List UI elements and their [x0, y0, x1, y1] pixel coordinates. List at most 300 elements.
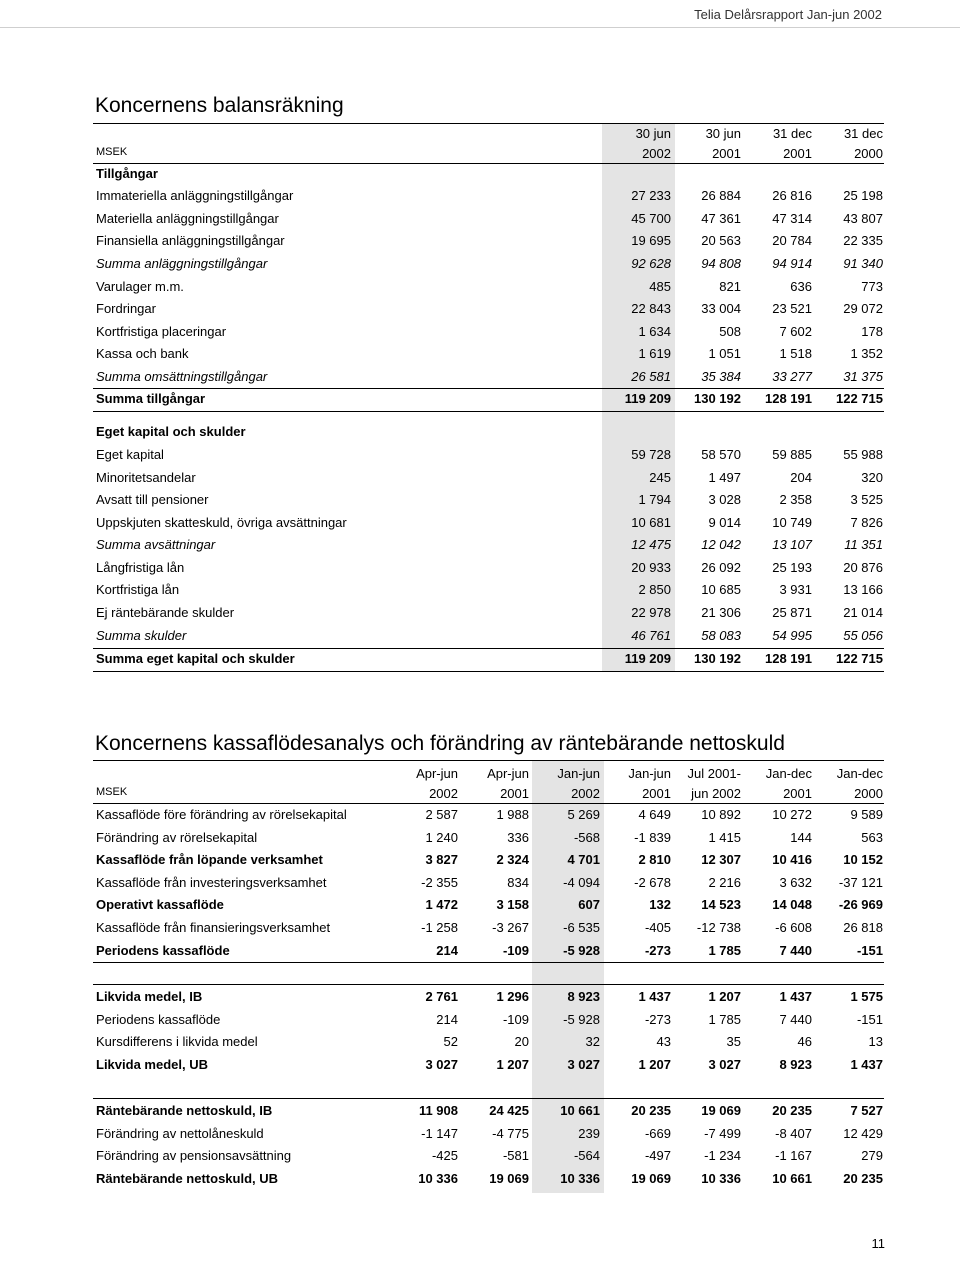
row-label: Periodens kassaflöde — [96, 943, 230, 958]
cell-value: -2 678 — [634, 875, 671, 890]
table-row — [93, 162, 886, 184]
cell-value: -12 738 — [696, 920, 741, 935]
cashflow-title-rule — [93, 760, 884, 761]
row-label: Kortfristiga lån — [96, 582, 180, 597]
cell-value: 1 497 — [708, 470, 741, 485]
cell-value: -26 969 — [838, 897, 883, 912]
cell-value: 9 589 — [850, 807, 883, 822]
column-header-line2: 2001 — [500, 786, 529, 801]
cell-value: 128 191 — [765, 391, 812, 406]
cell-value: 1 988 — [496, 807, 529, 822]
cell-value: -1 234 — [704, 1148, 741, 1163]
cell-value: 1 207 — [638, 1057, 671, 1072]
row-label: Avsatt till pensioner — [96, 492, 209, 507]
cell-value: 26 816 — [772, 188, 812, 203]
cell-value: 214 — [436, 943, 458, 958]
table-row — [93, 184, 886, 206]
column-header — [671, 124, 741, 164]
row-label: Kassaflöde från investeringsverksamhet — [96, 875, 327, 890]
cell-value: 23 521 — [772, 301, 812, 316]
cell-value: 22 335 — [843, 233, 883, 248]
cell-value: 13 107 — [772, 537, 812, 552]
table-row — [93, 578, 886, 600]
column-header-line2: 2001 — [642, 786, 671, 801]
cashflow-block1-bottom-rule — [93, 962, 884, 963]
cell-value: -581 — [502, 1148, 529, 1163]
cell-value: 1 296 — [496, 989, 529, 1004]
cell-value: 19 695 — [631, 233, 671, 248]
cell-value: 1 240 — [425, 830, 458, 845]
table-row — [93, 1030, 886, 1052]
cell-value: 55 056 — [843, 628, 883, 643]
table-row — [93, 916, 886, 938]
table-row — [93, 365, 886, 387]
cell-value: -1 147 — [421, 1126, 458, 1141]
table-row — [93, 252, 886, 274]
row-label: Förändring av pensionsavsättning — [96, 1148, 292, 1163]
column-header — [601, 764, 671, 804]
cell-value: 20 876 — [843, 560, 883, 575]
cell-value: 2 810 — [638, 852, 671, 867]
table-row — [93, 1053, 886, 1075]
row-label: Kassa och bank — [96, 346, 189, 361]
cell-value: 32 — [585, 1034, 600, 1049]
cell-value: 834 — [507, 875, 529, 890]
row-label: Summa skulder — [96, 628, 187, 643]
cell-value: 10 416 — [772, 852, 812, 867]
row-label: Summa tillgångar — [96, 391, 206, 406]
cell-value: 10 685 — [701, 582, 741, 597]
table-row — [93, 420, 886, 442]
table-row — [93, 939, 886, 961]
cell-value: 46 761 — [631, 628, 671, 643]
cell-value: 1 207 — [496, 1057, 529, 1072]
column-header-line1: Jan-jun — [557, 766, 600, 781]
row-label: Kassaflöde från finansieringsverksamhet — [96, 920, 331, 935]
table-row — [93, 893, 886, 915]
table-row — [93, 320, 886, 342]
cell-value: -3 267 — [492, 920, 529, 935]
row-label: Periodens kassaflöde — [96, 1012, 221, 1027]
cell-value: 58 570 — [701, 447, 741, 462]
column-header-line1: Apr-jun — [487, 766, 529, 781]
cell-value: 22 978 — [631, 605, 671, 620]
cell-value: 14 523 — [701, 897, 741, 912]
column-header-line2: 2002 — [642, 146, 671, 161]
row-label: Långfristiga lån — [96, 560, 185, 575]
row-label: Likvida medel, IB — [96, 989, 203, 1004]
cell-value: -497 — [644, 1148, 671, 1163]
cell-value: 11 351 — [844, 537, 883, 552]
balance-header-rule — [93, 163, 884, 164]
cell-value: 33 277 — [772, 369, 812, 384]
cell-value: 3 027 — [567, 1057, 600, 1072]
column-header-line1: Jul 2001- — [687, 766, 741, 781]
cell-value: 12 475 — [631, 537, 671, 552]
column-header — [742, 764, 812, 804]
cashflow-header-rule — [93, 803, 884, 804]
table-row — [93, 1122, 886, 1144]
cell-value: 636 — [790, 279, 812, 294]
cell-value: -4 775 — [492, 1126, 529, 1141]
table-row — [93, 826, 886, 848]
column-header-line1: Jan-jun — [628, 766, 671, 781]
column-header — [742, 124, 812, 164]
table-row — [93, 488, 886, 510]
cell-value: 1 634 — [638, 324, 671, 339]
column-header — [813, 764, 883, 804]
cell-value: -1 839 — [634, 830, 671, 845]
cell-value: 10 336 — [701, 1171, 741, 1186]
cell-value: 3 027 — [425, 1057, 458, 1072]
cell-value: 3 028 — [708, 492, 741, 507]
cell-value: -7 499 — [704, 1126, 741, 1141]
cell-value: 54 995 — [772, 628, 812, 643]
cell-value: 132 — [649, 897, 671, 912]
row-label: Tillgångar — [96, 166, 158, 181]
table-row — [93, 275, 886, 297]
cell-value: 33 004 — [701, 301, 741, 316]
table-row — [93, 871, 886, 893]
cell-value: 10 749 — [772, 515, 812, 530]
cell-value: 3 027 — [708, 1057, 741, 1072]
before-total-assets-rule — [93, 388, 884, 389]
cell-value: 1 051 — [708, 346, 741, 361]
cell-value: 59 885 — [772, 447, 812, 462]
table-row — [93, 647, 886, 669]
cell-value: 10 152 — [843, 852, 883, 867]
cell-value: 35 — [726, 1034, 741, 1049]
cell-value: 563 — [861, 830, 883, 845]
cell-value: 26 884 — [701, 188, 741, 203]
cell-value: 20 235 — [631, 1103, 671, 1118]
cell-value: 35 384 — [701, 369, 741, 384]
row-label: Räntebärande nettoskuld, IB — [96, 1103, 273, 1118]
cell-value: 178 — [861, 324, 883, 339]
cell-value: 47 361 — [701, 211, 741, 226]
cell-value: 29 072 — [843, 301, 883, 316]
column-header-line2: jun 2002 — [691, 786, 741, 801]
cell-value: 25 198 — [843, 188, 883, 203]
cell-value: 7 440 — [779, 1012, 812, 1027]
column-header-line2: 2000 — [854, 786, 883, 801]
cell-value: 144 — [790, 830, 812, 845]
table-row — [93, 1008, 886, 1030]
row-label: Kassaflöde före förändring av rörelsekapital — [96, 807, 347, 822]
cell-value: 7 527 — [850, 1103, 883, 1118]
row-label: Summa avsättningar — [96, 537, 216, 552]
unit-label: MSEK — [96, 786, 128, 798]
cell-value: 4 649 — [638, 807, 671, 822]
cell-value: 128 191 — [765, 651, 812, 666]
row-label: Ej räntebärande skulder — [96, 605, 235, 620]
cell-value: 20 235 — [772, 1103, 812, 1118]
cell-value: 508 — [719, 324, 741, 339]
table-row — [93, 1099, 886, 1121]
cell-value: -151 — [856, 1012, 883, 1027]
cell-value: 20 — [514, 1034, 529, 1049]
table-row — [93, 556, 886, 578]
cell-value: -109 — [502, 943, 529, 958]
row-label: Summa omsättningstillgångar — [96, 369, 268, 384]
cell-value: 92 628 — [631, 256, 671, 271]
row-label: Uppskjuten skatteskuld, övriga avsättningar — [96, 515, 347, 530]
cell-value: 21 014 — [843, 605, 883, 620]
row-label: Kassaflöde från löpande verksamhet — [96, 852, 323, 867]
cell-value: -5 928 — [563, 943, 600, 958]
cell-value: 214 — [436, 1012, 458, 1027]
cell-value: 3 931 — [779, 582, 812, 597]
row-label: Summa anläggningstillgångar — [96, 256, 268, 271]
cell-value: -5 928 — [563, 1012, 600, 1027]
table-row — [93, 985, 886, 1007]
cell-value: 3 525 — [850, 492, 883, 507]
column-header-line1: Jan-dec — [765, 766, 812, 781]
cell-value: 14 048 — [772, 897, 812, 912]
table-row — [93, 511, 886, 533]
cell-value: 1 575 — [850, 989, 883, 1004]
cell-value: 9 014 — [708, 515, 741, 530]
cell-value: -6 608 — [775, 920, 812, 935]
before-total-equity-rule — [93, 648, 884, 649]
cell-value: 26 092 — [701, 560, 741, 575]
cell-value: 20 235 — [843, 1171, 883, 1186]
cell-value: 1 415 — [708, 830, 741, 845]
cell-value: 607 — [578, 897, 600, 912]
cell-value: 130 192 — [694, 391, 741, 406]
cell-value: -109 — [502, 1012, 529, 1027]
row-label: Likvida medel, UB — [96, 1057, 208, 1072]
row-label: Kortfristiga placeringar — [96, 324, 227, 339]
column-header — [601, 124, 671, 164]
table-row — [93, 533, 886, 555]
cell-value: 3 827 — [425, 852, 458, 867]
cell-value: 1 472 — [425, 897, 458, 912]
column-header-line1: 30 jun — [635, 126, 671, 141]
row-label: Finansiella anläggningstillgångar — [96, 233, 285, 248]
column-header-line2: 2000 — [854, 146, 883, 161]
row-label: Summa eget kapital och skulder — [96, 651, 295, 666]
balance-sheet-title: Koncernens balansräkning — [95, 94, 344, 117]
cell-value: 5 269 — [567, 807, 600, 822]
cashflow-title: Koncernens kassaflödesanalys och förändring av räntebärande nettoskuld — [95, 732, 785, 755]
cell-value: 485 — [649, 279, 671, 294]
table-row — [93, 1144, 886, 1166]
cell-value: 26 581 — [631, 369, 671, 384]
cell-value: 1 437 — [850, 1057, 883, 1072]
cell-value: 3 632 — [779, 875, 812, 890]
cell-value: 119 209 — [624, 391, 671, 406]
cell-value: 821 — [719, 279, 741, 294]
cell-value: -6 535 — [563, 920, 600, 935]
cell-value: 12 429 — [843, 1126, 883, 1141]
cell-value: 10 681 — [631, 515, 671, 530]
cell-value: 94 914 — [772, 256, 812, 271]
cashflow-block2-top-rule — [93, 984, 884, 985]
cell-value: 94 808 — [701, 256, 741, 271]
cell-value: 320 — [861, 470, 883, 485]
row-label: Förändring av nettolåneskuld — [96, 1126, 264, 1141]
cell-value: 45 700 — [631, 211, 671, 226]
cell-value: 8 923 — [779, 1057, 812, 1072]
cell-value: 2 216 — [708, 875, 741, 890]
row-label: Eget kapital och skulder — [96, 424, 246, 439]
cell-value: 130 192 — [694, 651, 741, 666]
cell-value: 25 871 — [772, 605, 812, 620]
cell-value: 8 923 — [567, 989, 600, 1004]
cell-value: -273 — [644, 943, 671, 958]
cell-value: 26 818 — [843, 920, 883, 935]
row-label: Materiella anläggningstillgångar — [96, 211, 279, 226]
table-row — [93, 1167, 886, 1189]
cell-value: 1 437 — [779, 989, 812, 1004]
cell-value: 55 988 — [843, 447, 883, 462]
row-label: Fordringar — [96, 301, 156, 316]
cell-value: 7 602 — [779, 324, 812, 339]
cell-value: 10 892 — [701, 807, 741, 822]
cell-value: 46 — [797, 1034, 812, 1049]
table-row — [93, 601, 886, 623]
cell-value: -425 — [431, 1148, 458, 1163]
cell-value: 20 784 — [772, 233, 812, 248]
cell-value: 13 — [868, 1034, 883, 1049]
row-label: Eget kapital — [96, 447, 164, 462]
total-equity-rule — [93, 671, 884, 672]
table-row — [93, 443, 886, 465]
cashflow-column-header — [93, 764, 886, 804]
cell-value: 11 908 — [418, 1103, 458, 1118]
cell-value: 7 826 — [850, 515, 883, 530]
total-assets-rule — [93, 411, 884, 412]
cell-value: 204 — [790, 470, 812, 485]
cell-value: -4 094 — [563, 875, 600, 890]
cell-value: 2 324 — [496, 852, 529, 867]
column-header — [671, 764, 741, 804]
cell-value: 20 563 — [701, 233, 741, 248]
column-header-line1: 30 jun — [705, 126, 741, 141]
cell-value: 1 207 — [708, 989, 741, 1004]
cell-value: -8 407 — [775, 1126, 812, 1141]
table-row — [93, 342, 886, 364]
table-row — [93, 624, 886, 646]
row-label: Immateriella anläggningstillgångar — [96, 188, 294, 203]
table-row — [93, 466, 886, 488]
page-header: Telia Delårsrapport Jan-jun 2002 — [694, 7, 882, 22]
cell-value: 27 233 — [631, 188, 671, 203]
column-header-line1: 31 dec — [843, 126, 883, 141]
cell-value: 10 272 — [772, 807, 812, 822]
cell-value: -2 355 — [421, 875, 458, 890]
cell-value: 245 — [649, 470, 671, 485]
cell-value: 19 069 — [701, 1103, 741, 1118]
cell-value: 31 375 — [843, 369, 883, 384]
cell-value: 4 701 — [567, 852, 600, 867]
cell-value: 52 — [443, 1034, 458, 1049]
cell-value: 13 166 — [843, 582, 883, 597]
page-number: 11 — [871, 1236, 885, 1251]
cell-value: 1 619 — [638, 346, 671, 361]
cell-value: 58 083 — [701, 628, 741, 643]
cell-value: 122 715 — [836, 391, 883, 406]
row-label: Varulager m.m. — [96, 279, 184, 294]
table-row — [93, 387, 886, 409]
cell-value: -1 167 — [775, 1148, 812, 1163]
cell-value: 1 437 — [638, 989, 671, 1004]
table-row — [93, 848, 886, 870]
cell-value: -405 — [644, 920, 671, 935]
cell-value: 2 850 — [638, 582, 671, 597]
unit-label: MSEK — [96, 146, 128, 158]
cell-value: 119 209 — [624, 651, 671, 666]
cell-value: 21 306 — [701, 605, 741, 620]
column-header — [530, 764, 600, 804]
cell-value: -1 258 — [421, 920, 458, 935]
row-label: Förändring av rörelsekapital — [96, 830, 258, 845]
cell-value: -151 — [856, 943, 883, 958]
cell-value: 10 661 — [560, 1103, 600, 1118]
row-label: Kursdifferens i likvida medel — [96, 1034, 258, 1049]
row-label: Operativt kassaflöde — [96, 897, 224, 912]
cell-value: 10 336 — [560, 1171, 600, 1186]
cell-value: 43 — [656, 1034, 671, 1049]
cell-value: 12 307 — [701, 852, 741, 867]
table-row — [93, 229, 886, 251]
cell-value: 2 587 — [425, 807, 458, 822]
row-label: Räntebärande nettoskuld, UB — [96, 1171, 279, 1186]
cell-value: 10 661 — [772, 1171, 812, 1186]
header-divider — [0, 27, 960, 28]
column-header — [813, 124, 883, 164]
cell-value: 10 336 — [418, 1171, 458, 1186]
column-header-line2: 2002 — [429, 786, 458, 801]
cell-value: -37 121 — [838, 875, 883, 890]
table-row — [93, 297, 886, 319]
cell-value: 1 794 — [638, 492, 671, 507]
column-header — [459, 764, 529, 804]
cell-value: 24 425 — [489, 1103, 529, 1118]
cell-value: -564 — [573, 1148, 600, 1163]
cell-value: 19 069 — [489, 1171, 529, 1186]
column-header-line2: 2001 — [712, 146, 741, 161]
cell-value: 3 158 — [496, 897, 529, 912]
cell-value: 2 761 — [425, 989, 458, 1004]
cell-value: 2 358 — [779, 492, 812, 507]
cell-value: 19 069 — [631, 1171, 671, 1186]
row-label: Minoritetsandelar — [96, 470, 196, 485]
cell-value: 47 314 — [772, 211, 812, 226]
column-header — [388, 764, 458, 804]
cell-value: 1 352 — [850, 346, 883, 361]
cell-value: 59 728 — [631, 447, 671, 462]
table-row — [93, 207, 886, 229]
cell-value: 22 843 — [631, 301, 671, 316]
cashflow-block3-top-rule — [93, 1098, 884, 1099]
cell-value: 239 — [578, 1126, 600, 1141]
cell-value: 279 — [861, 1148, 883, 1163]
cell-value: -669 — [644, 1126, 671, 1141]
cell-value: 1 518 — [779, 346, 812, 361]
cell-value: 12 042 — [701, 537, 741, 552]
cell-value: 773 — [861, 279, 883, 294]
cell-value: 122 715 — [836, 651, 883, 666]
table-row — [93, 803, 886, 825]
cell-value: -568 — [573, 830, 600, 845]
cell-value: 43 807 — [843, 211, 883, 226]
column-header-line1: Jan-dec — [836, 766, 883, 781]
column-header-line2: 2002 — [571, 786, 600, 801]
cell-value: 1 785 — [708, 943, 741, 958]
balance-column-header — [93, 124, 886, 164]
